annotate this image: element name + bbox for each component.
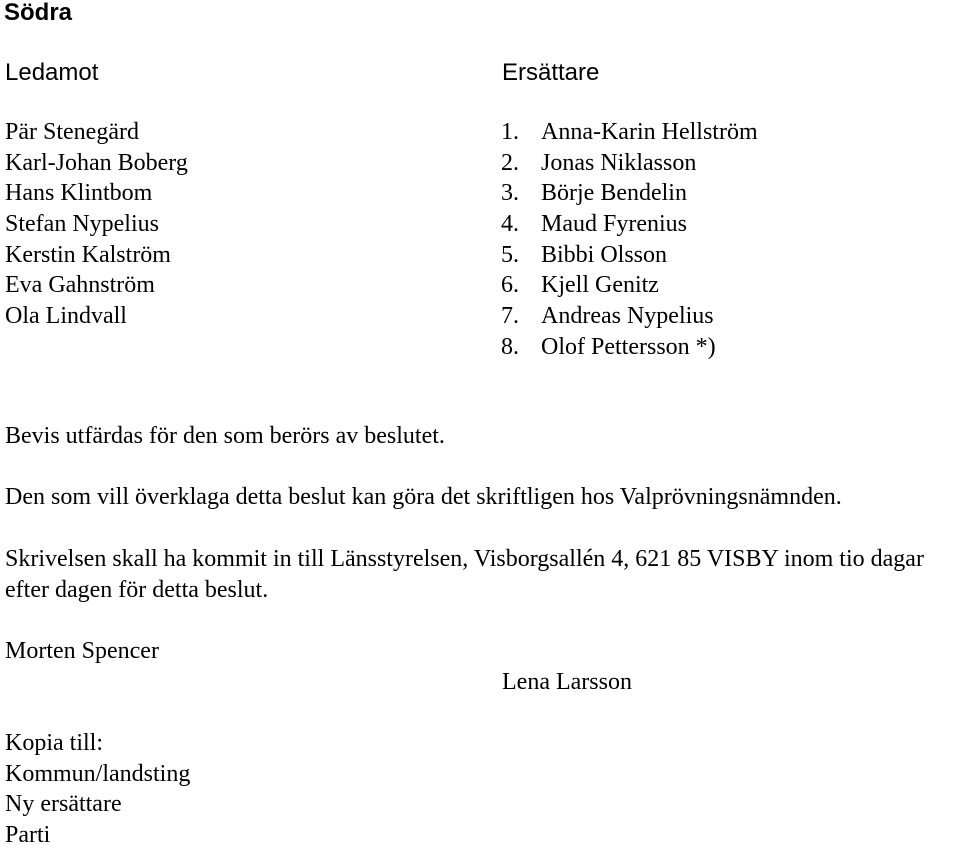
signatory-first: Morten Spencer: [5, 638, 159, 664]
member-item: Eva Gahnström: [5, 272, 155, 299]
submission-paragraph: Skrivelsen skall ha kommit in till Länsstyrelsen, Visborgsallén 4, 621 85 VISBY inom tio dagar efter dagen för detta beslut.: [5, 546, 924, 603]
substitute-item: [501, 178, 758, 209]
substitute-number: 3.: [501, 180, 519, 207]
substitutes-column-header: Ersättare: [502, 59, 600, 86]
substitute-number: 7.: [501, 303, 519, 330]
copy-recipient: Parti: [5, 821, 51, 848]
substitute-number: 2.: [501, 149, 519, 176]
signatory-second: Lena Larsson: [502, 669, 632, 695]
certificate-paragraph: Bevis utfärdas för den som berörs av beslutet.: [5, 423, 445, 449]
substitute-number: 6.: [501, 272, 519, 299]
substitute-name: Andreas Nypelius: [541, 303, 714, 330]
substitute-number: 1.: [501, 119, 519, 145]
substitute-name: Bibbi Olsson: [541, 241, 668, 268]
substitutes-list: [501, 117, 758, 363]
substitute-number: 4.: [501, 211, 519, 238]
member-item: Ola Lindvall: [5, 303, 127, 330]
substitute-name: Kjell Genitz: [541, 272, 659, 299]
member-item: Pär Stenegärd: [5, 119, 139, 145]
substitute-name: Jonas Niklasson: [541, 149, 697, 176]
substitute-item: [501, 148, 758, 179]
member-item: Karl-Johan Boberg: [5, 149, 188, 176]
substitute-item: [501, 117, 758, 148]
copy-recipient: Ny ersättare: [5, 791, 122, 817]
member-item: Kerstin Kalström: [5, 241, 171, 268]
member-item: Hans Klintbom: [5, 180, 153, 207]
substitute-item: [501, 270, 758, 301]
copy-to-label: Kopia till:: [5, 730, 103, 756]
substitute-item: [501, 301, 758, 332]
substitute-number: 8.: [501, 333, 519, 360]
substitute-name: Maud Fyrenius: [541, 211, 687, 238]
substitute-name: Olof Pettersson *): [541, 333, 716, 360]
substitute-item: [501, 240, 758, 271]
members-list: [5, 117, 188, 332]
members-column-header: Ledamot: [5, 59, 99, 86]
substitute-number: 5.: [501, 241, 519, 268]
section-title: Södra: [4, 0, 73, 26]
substitute-name: Börje Bendelin: [541, 180, 687, 207]
substitute-item: [501, 209, 758, 240]
substitute-name: Anna-Karin Hellström: [541, 119, 758, 145]
substitute-item: [501, 332, 758, 363]
copy-recipient: Kommun/landsting: [5, 760, 191, 787]
member-item: Stefan Nypelius: [5, 211, 159, 238]
appeal-paragraph: Den som vill överklaga detta beslut kan göra det skriftligen hos Valprövningsnämnden.: [5, 484, 842, 510]
